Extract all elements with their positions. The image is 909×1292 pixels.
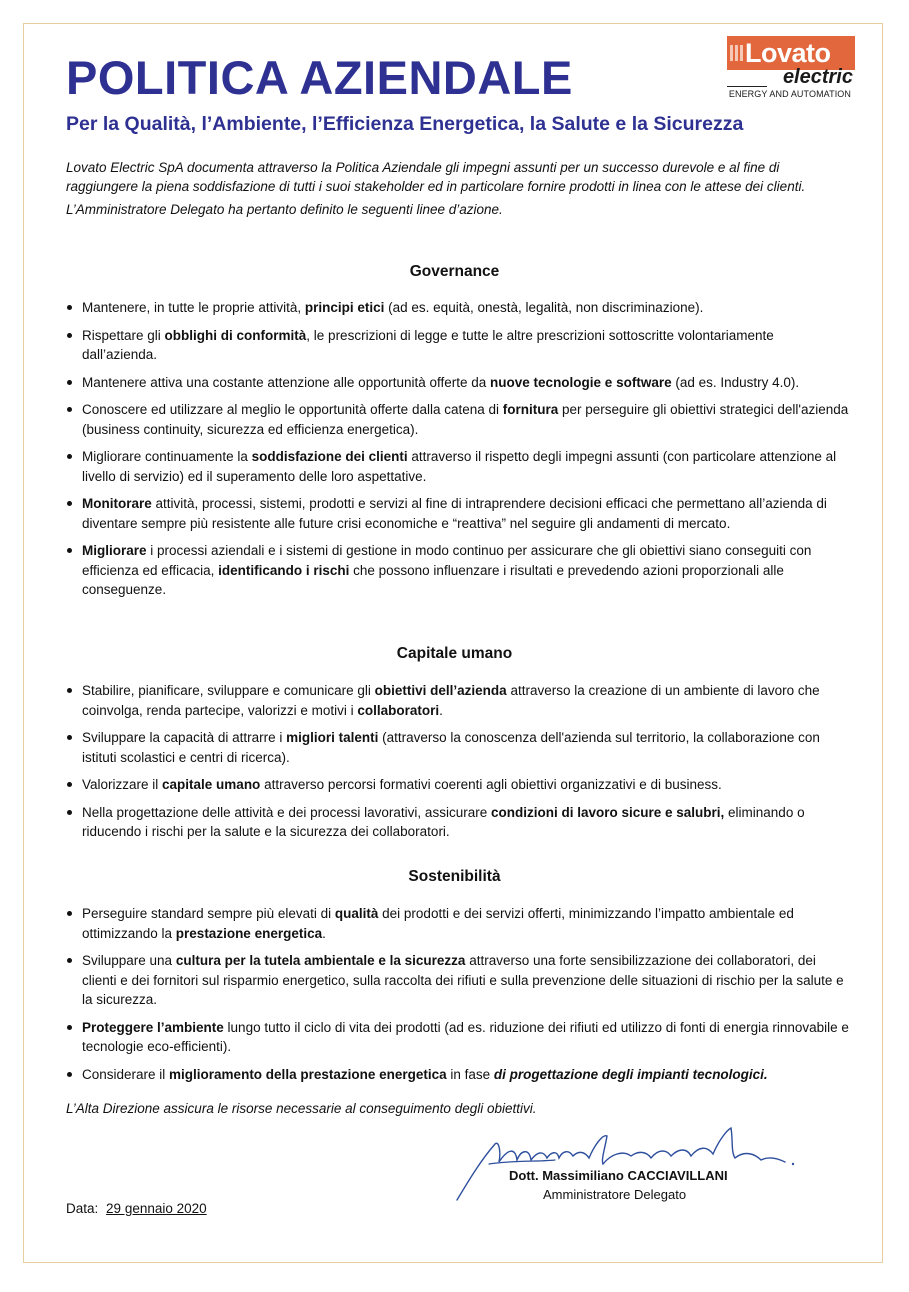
policy-item-keyword: obblighi di conformità [164,327,307,343]
policy-item [66,1018,851,1057]
policy-item-keyword: fornitura [502,402,559,417]
policy-item-text: Sviluppare una [82,953,176,968]
policy-item-text: Nella progettazione delle attività e dei processi lavorativi, assicurare [82,804,491,820]
company-logo [727,36,855,102]
policy-item [66,803,851,842]
policy-item-text: Conoscere ed utilizzare al meglio le opportunità offerte dalla catena di [82,402,503,417]
policy-item-keyword: soddisfazione dei clienti [251,449,408,464]
signature-dot [792,1163,794,1165]
policy-item-text: . [322,925,326,941]
intro-paragraph: L’Amministratore Delegato ha pertanto definito le seguenti linee d’azione. [66,202,503,217]
policy-item-keyword: Proteggere l’ambiente [82,1019,224,1035]
policy-item [66,1065,851,1085]
policy-item-keyword: obiettivi dell’azienda [374,683,507,698]
policy-item [66,728,851,767]
policy-item-text: attività, processi, sistemi, prodotti e servizi al fine di intraprendere decisioni efficaci che permettano all’azienda di diventare sempre più resistente alle future crisi economiche e “reattiva” nel seguire gli andamenti di mercato. [82,496,827,531]
policy-item-text: Mantenere, in tutte le proprie attività, [82,300,305,315]
policy-item [66,494,851,533]
signer-name: Dott. Massimiliano CACCIAVILLANI [509,1168,728,1183]
policy-item-text: attraverso il rispetto degli impegni assunti (con particolare attenzione al livello di servizio) ed il superamento delle loro aspettative. [82,449,837,484]
policy-item-text: dei prodotti e dei servizi offerti, minimizzando l’impatto ambientale ed ottimizzando la [82,906,794,941]
policy-item-keyword: principi etici [304,300,385,315]
policy-item [66,400,851,439]
policy-item-keyword: di progettazione degli impianti tecnologici. [493,1066,768,1082]
policy-item-text: , le prescrizioni di legge e tutte le altre prescrizioni sottoscritte volontariamente dall’azienda. [82,327,774,362]
policy-item-text: i processi aziendali e i sistemi di gestione in modo continuo per assicurare che gli obiettivi siano conseguiti con efficienza ed efficacia, [82,543,812,578]
policy-item-keyword: condizioni di lavoro sicure e salubri, [490,804,725,820]
policy-item [66,541,851,600]
policy-item-keyword: migliori talenti [286,730,379,745]
policy-item [66,373,851,393]
page-title: POLITICA AZIENDALE [66,51,573,104]
logo-brand: Lovato [745,38,831,68]
section-heading-governance: Governance [409,263,500,280]
policy-item-text: Migliorare continuamente la [82,449,252,464]
policy-item-text: Mantenere attiva una costante attenzione alle opportunità offerte da [82,374,491,390]
policy-item-keyword: qualità [334,906,379,921]
policy-item [66,904,851,943]
logo-stripes-icon [727,36,745,70]
policy-item [66,951,851,1010]
policy-item-text: attraverso una forte sensibilizzazione dei collaboratori, dei clienti e dei fornitori sul risparmio energetico, sulla raccolta dei rifiuti e sulla prevenzione delle situazioni di rischio per la salute e la sicurezza. [82,953,844,1007]
capitale-umano-list [66,681,851,850]
policy-item-text: (ad es. Industry 4.0). [671,374,800,390]
governance-list [66,298,851,608]
policy-item [66,447,851,486]
policy-item-text: Rispettare gli [82,327,165,343]
logo-sub: electric [782,66,853,88]
page-subtitle: Per la Qualità, l’Ambiente, l’Efficienza Energetica, la Salute e la Sicurezza [66,113,744,135]
logo-tagline: ENERGY AND AUTOMATION [728,89,851,99]
policy-item-text: per perseguire gli obiettivi strategici dell'azienda (business continuity, sicurezza ed efficienza energetica). [82,402,849,437]
policy-item-keyword: capitale umano [162,777,261,792]
policy-item-text: . [439,702,443,718]
policy-item-keyword: identificando i rischi [218,562,350,578]
policy-item-text: in fase [446,1066,494,1082]
policy-item [66,326,851,365]
policy-item-keyword: collaboratori [357,702,440,718]
date-value: 29 gennaio 2020 [106,1201,207,1216]
policy-item-keyword: Migliorare [82,543,147,558]
signer-role: Amministratore Delegato [543,1187,687,1202]
policy-item-text: (attraverso la conoscenza dell'azienda sul territorio, la collaborazione con istituti scolastici e centri di ricerca). [82,730,820,765]
policy-item-keyword: miglioramento della prestazione energetica [169,1066,447,1082]
intro [66,158,846,223]
closing-statement: L’Alta Direzione assicura le risorse necessarie al conseguimento degli obiettivi. [66,1101,537,1116]
policy-item-keyword: Monitorare [82,496,152,511]
date-label: Data: [66,1201,99,1216]
policy-item-text: lungo tutto il ciclo di vita dei prodotti (ad es. riduzione dei rifiuti ed utilizzo di fonti di energia rinnovabile e tecnologie eco-efficienti). [82,1019,849,1054]
policy-item-keyword: prestazione energetica [175,925,323,941]
policy-item-text: (ad es. equità, onestà, legalità, non discriminazione). [384,300,704,315]
policy-item-text: attraverso percorsi formativi coerenti agli obiettivi organizzativi e di business. [260,777,722,792]
policy-item-text: che possono influenzare i risultati e prevedendo azioni proporzionali alle conseguenze. [82,562,784,597]
policy-item-text: attraverso la creazione di un ambiente di lavoro che coinvolga, renda partecipe, valorizzi e motivi i [82,683,820,718]
logo-divider [727,86,767,87]
section-heading-sostenibilita: Sostenibilità [408,868,501,885]
policy-item-keyword: cultura per la tutela ambientale e la sicurezza [175,953,466,968]
date-row [66,1199,207,1218]
policy-item [66,681,851,720]
policy-item-text: Valorizzare il [82,777,163,792]
policy-item-text: eliminando o riducendo i rischi per la salute e la sicurezza dei collaboratori. [82,804,805,839]
intro-paragraph: Lovato Electric SpA documenta attraverso la Politica Aziendale gli impegni assunti per un successo durevole e al fine di raggiungere la piena soddisfazione di tutti i suoi stakeholder ed in particolare fornire prodotti in linea con le attese dei clienti. [66,160,806,194]
policy-item-keyword: nuove tecnologie e software [490,374,672,390]
sostenibilita-list [66,904,851,1092]
logo-banner [727,36,855,70]
section-heading-capitale-umano: Capitale umano [396,645,513,662]
policy-item [66,775,851,795]
policy-item-text: Sviluppare la capacità di attrarre i [82,730,287,745]
policy-item-text: Stabilire, pianificare, sviluppare e comunicare gli [82,683,375,698]
policy-item [66,298,851,318]
policy-item-text: Considerare il [82,1066,170,1082]
policy-item-text: Perseguire standard sempre più elevati di [82,906,335,921]
